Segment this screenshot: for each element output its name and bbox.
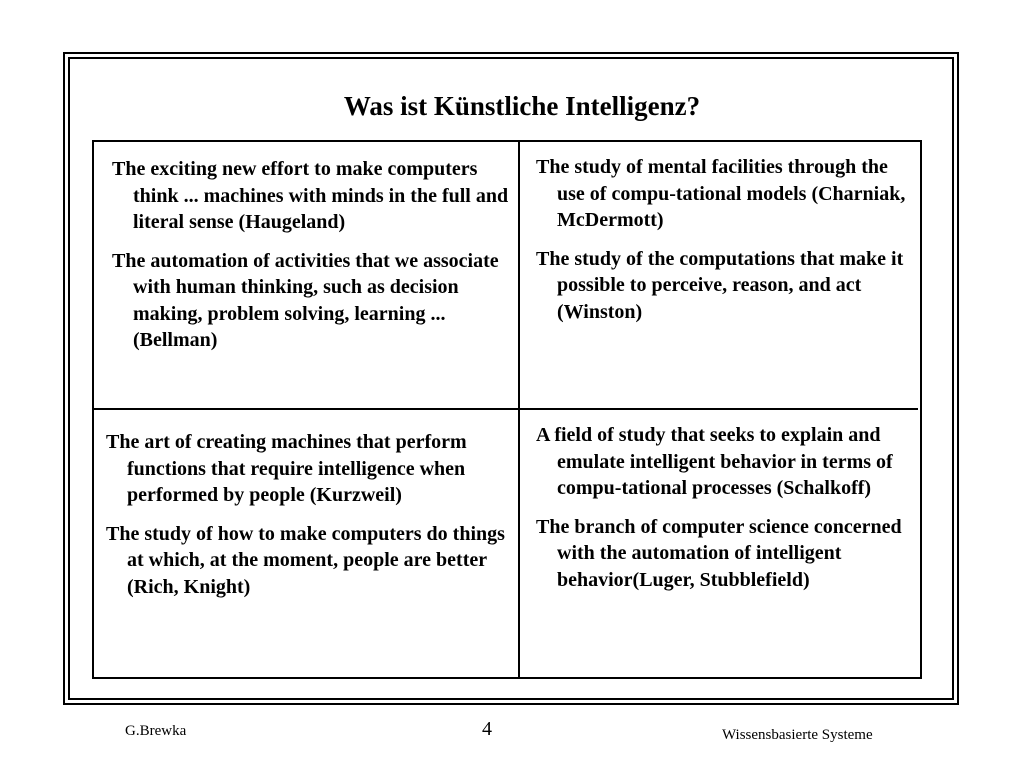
definition-bellman: The automation of activities that we associate with human thinking, such as decision making, problem solving, learning ... (Bellman) [112, 249, 499, 351]
quadrant-bottom-left [106, 429, 512, 612]
grid-bottom-border [92, 677, 922, 679]
grid-top-border [92, 140, 920, 142]
quadrant-top-left [112, 156, 512, 366]
quadrant-top-right [536, 154, 916, 337]
definition-kurzweil: The art of creating machines that perform functions that require intelligence when performed by people (Kurzweil) [106, 431, 467, 506]
quadrant-bottom-right [536, 422, 916, 605]
definition-charniak-mcdermott: The study of mental facilities through the use of compu-tational models (Charniak, McDermott) [536, 156, 906, 231]
definition-rich-knight: The study of how to make computers do things at which, at the moment, people are better (Rich, Knight) [106, 522, 505, 598]
footer-author: G.Brewka [125, 723, 187, 739]
definition-schalkoff: A field of study that seeks to explain and emulate intelligent behavior in terms of compu-tational processes (Schalkoff) [536, 424, 893, 499]
slide-title: Was ist Künstliche Intelligenz? [343, 91, 701, 121]
definition-haugeland: The exciting new effort to make computers think ... machines with minds in the full and literal sense (Haugeland) [112, 158, 509, 233]
definition-winston: The study of the computations that make it possible to perceive, reason, and act (Winston) [536, 247, 904, 323]
definition-luger-stubblefield: The branch of computer science concerned with the automation of intelligent behavior(Luger, Stubblefield) [536, 515, 902, 591]
footer-course: Wissensbasierte Systeme [722, 727, 873, 743]
footer-page-number: 4 [482, 718, 492, 740]
grid-horizontal-divider [92, 408, 918, 410]
grid-right-border [920, 140, 922, 679]
